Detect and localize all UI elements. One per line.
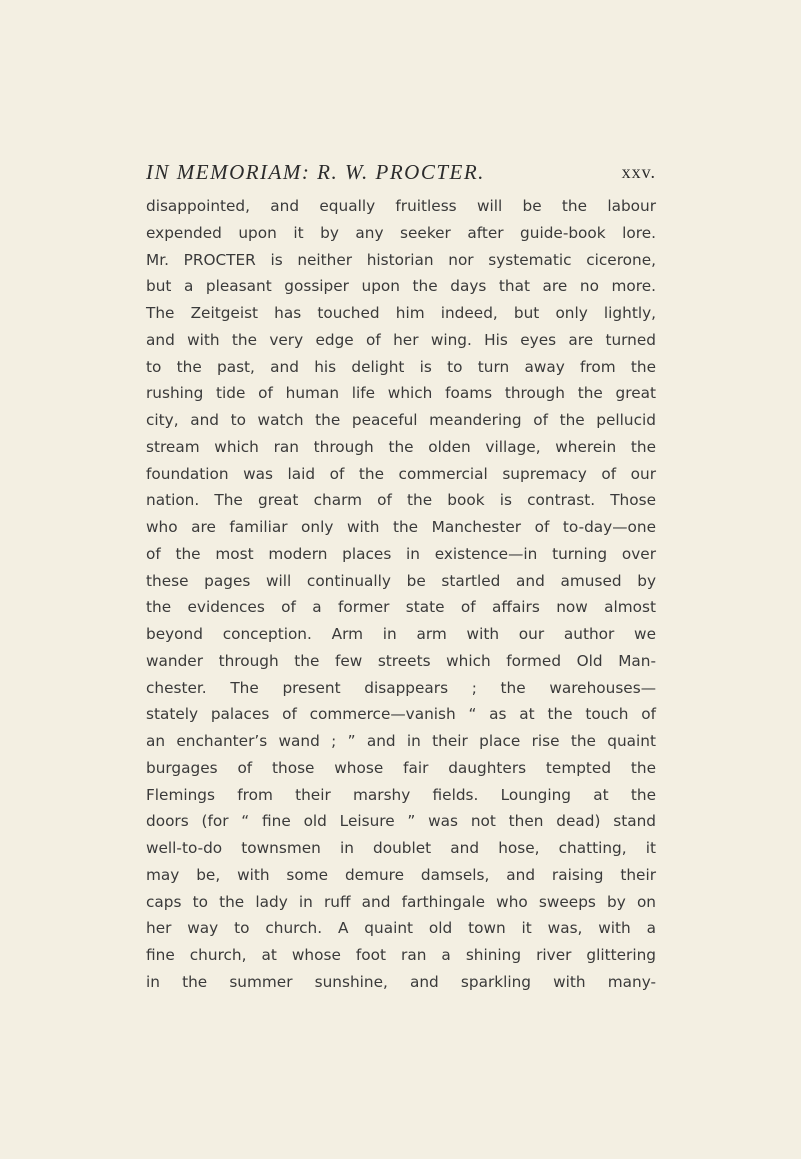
text-line: burgages of those whose fair daughters tempted the <box>146 758 656 777</box>
page-number: xxv. <box>621 162 656 182</box>
text-line: caps to the lady in ruff and farthingale who sweeps by on <box>146 892 656 911</box>
text-line: rushing tide of human life which foams through the great <box>146 384 656 403</box>
text-line: in the summer sunshine, and sparkling with many- <box>146 972 656 991</box>
text-line: nation. The great charm of the book is contrast. Those <box>146 491 656 510</box>
text-line: disappointed, and equally fruitless will be the labour <box>146 197 656 215</box>
text-line: may be, with some demure damsels, and raising their <box>146 865 656 884</box>
text-line: beyond conception. Arm in arm with our author we <box>146 625 656 643</box>
text-line: chester. The present disappears ; the warehouses— <box>146 678 656 697</box>
text-line: these pages will continually be startled and amused by <box>146 571 656 590</box>
text-line: Flemings from their marshy fields. Lounging at the <box>146 785 656 804</box>
text-line: wander through the few streets which formed Old Man- <box>146 651 656 670</box>
text-line: to the past, and his delight is to turn away from the <box>146 357 656 376</box>
text-line: stately palaces of commerce—vanish “ as at the touch of <box>146 705 656 724</box>
text-line: of the most modern places in existence—in turning over <box>146 544 656 563</box>
text-line: foundation was laid of the commercial supremacy of our <box>146 464 656 483</box>
text-line: who are familiar only with the Manchester of to-day—one <box>146 518 656 536</box>
text-line: but a pleasant gossiper upon the days that are no more. <box>146 277 656 296</box>
text-line: Mr. PROCTER is neither historian nor systematic cicerone, <box>146 250 656 269</box>
text-line: stream which ran through the olden village, wherein the <box>146 437 656 456</box>
text-line: doors (for “ fine old Leisure ” was not then dead) stand <box>146 812 656 831</box>
text-line: well-to-do townsmen in doublet and hose, chatting, it <box>146 839 656 857</box>
text-line: city, and to watch the peaceful meandering of the pellucid <box>146 411 656 429</box>
text-line: fine church, at whose foot ran a shining river glittering <box>146 946 656 964</box>
text-line: her way to church. A quaint old town it was, with a <box>146 919 656 938</box>
text-line: expended upon it by any seeker after guide-book lore. <box>146 223 656 242</box>
body-text <box>146 193 656 996</box>
text-line: The Zeitgeist has touched him indeed, but only lightly, <box>146 304 656 322</box>
running-header <box>146 160 656 188</box>
text-line: and with the very edge of her wing. His eyes are turned <box>146 330 656 349</box>
running-title: IN MEMORIAM: R. W. PROCTER. <box>146 160 485 184</box>
text-line: an enchanter’s wand ; ” and in their place rise the quaint <box>146 732 656 750</box>
text-line: the evidences of a former state of affairs now almost <box>146 598 656 617</box>
